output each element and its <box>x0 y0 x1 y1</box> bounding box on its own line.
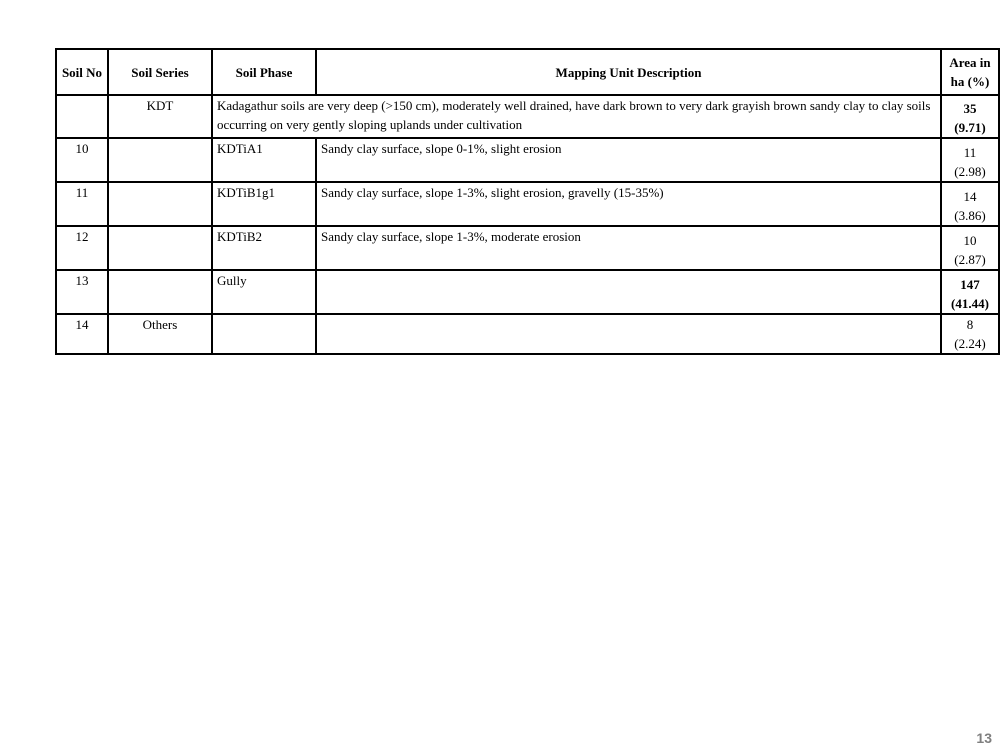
soil-mapping-table <box>55 48 1000 355</box>
cell-soil-series <box>108 226 212 270</box>
cell-area-pct: (41.44) <box>951 296 989 311</box>
cell-area <box>941 182 999 226</box>
cell-area-pct: (2.24) <box>954 336 986 351</box>
cell-soil-series: Others <box>108 314 212 354</box>
cell-area-ha: 8 <box>966 317 974 332</box>
series-intro-row <box>56 95 999 138</box>
series-intro-series: KDT <box>108 95 212 138</box>
cell-area-ha: 10 <box>963 233 977 248</box>
header-soil-series: Soil Series <box>108 49 212 95</box>
header-soil-phase: Soil Phase <box>212 49 316 95</box>
cell-soil-no: 12 <box>56 226 108 270</box>
header-row <box>56 49 999 95</box>
cell-soil-no: 13 <box>56 270 108 314</box>
cell-description: Sandy clay surface, slope 1-3%, slight erosion, gravelly (15-35%) <box>316 182 941 226</box>
cell-area-ha: 14 <box>963 189 977 204</box>
cell-area <box>941 226 999 270</box>
series-intro-area-pct: (9.71) <box>954 120 986 135</box>
cell-area <box>941 138 999 182</box>
cell-area <box>941 314 999 354</box>
cell-area-pct: (3.86) <box>954 208 986 223</box>
header-area <box>941 49 999 95</box>
cell-description: Sandy clay surface, slope 0-1%, slight erosion <box>316 138 941 182</box>
cell-soil-phase: KDTiA1 <box>212 138 316 182</box>
cell-description: Sandy clay surface, slope 1-3%, moderate erosion <box>316 226 941 270</box>
header-area-line1: Area in <box>949 55 991 70</box>
header-soil-no: Soil No <box>56 49 108 95</box>
series-intro-no <box>56 95 108 138</box>
cell-soil-series <box>108 270 212 314</box>
cell-area-ha: 147 <box>960 277 980 292</box>
header-area-line2: ha (%) <box>950 74 990 89</box>
cell-soil-series <box>108 182 212 226</box>
page-number: 13 <box>976 730 992 746</box>
cell-area-ha: 11 <box>963 145 977 160</box>
cell-soil-phase <box>212 314 316 354</box>
cell-soil-no: 14 <box>56 314 108 354</box>
series-intro-description: Kadagathur soils are very deep (>150 cm), moderately well drained, have dark brown to very dark grayish brown sandy clay to clay soils occurring on very gently sloping uplands under cultivation <box>212 95 941 138</box>
table-row <box>56 138 999 182</box>
table-row <box>56 226 999 270</box>
cell-soil-phase: KDTiB1g1 <box>212 182 316 226</box>
series-intro-area-ha: 35 <box>963 101 977 116</box>
cell-area-pct: (2.98) <box>954 164 986 179</box>
cell-soil-phase: KDTiB2 <box>212 226 316 270</box>
cell-description <box>316 314 941 354</box>
cell-soil-series <box>108 138 212 182</box>
cell-area-pct: (2.87) <box>954 252 986 267</box>
series-intro-area <box>941 95 999 138</box>
header-mapping-unit-description: Mapping Unit Description <box>316 49 941 95</box>
table-row <box>56 314 999 354</box>
table-row <box>56 182 999 226</box>
cell-soil-phase: Gully <box>212 270 316 314</box>
cell-description <box>316 270 941 314</box>
cell-soil-no: 11 <box>56 182 108 226</box>
cell-soil-no: 10 <box>56 138 108 182</box>
cell-area <box>941 270 999 314</box>
table-row <box>56 270 999 314</box>
